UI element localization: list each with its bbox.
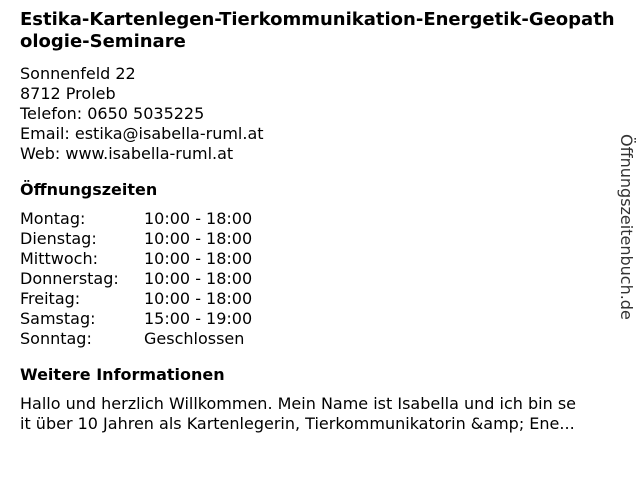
brand-watermark: Öffnungszeitenbuch.de bbox=[617, 134, 636, 320]
opening-hours-title: Öffnungszeiten bbox=[20, 180, 158, 199]
hours-time: 10:00 - 18:00 bbox=[144, 249, 253, 268]
website: Web: www.isabella-ruml.at bbox=[20, 144, 234, 163]
hours-day: Dienstag: bbox=[20, 229, 97, 248]
hours-day: Montag: bbox=[20, 209, 86, 228]
opening-hours-table bbox=[20, 209, 620, 349]
hours-day: Sonntag: bbox=[20, 329, 92, 348]
hours-day: Donnerstag: bbox=[20, 269, 119, 288]
info-text-line: it über 10 Jahren als Kartenlegerin, Tierkommunikatorin &amp; Ene... bbox=[20, 414, 575, 433]
hours-time: 10:00 - 18:00 bbox=[144, 209, 253, 228]
business-name: Estika-Kartenlegen-Tierkommunikation-Energetik-Geopathologie-Seminare bbox=[20, 9, 615, 52]
contact-block bbox=[20, 64, 620, 164]
phone-number: Telefon: 0650 5035225 bbox=[20, 104, 205, 123]
hours-time: 10:00 - 18:00 bbox=[144, 269, 253, 288]
hours-time: 10:00 - 18:00 bbox=[144, 289, 253, 308]
hours-row-thursday bbox=[20, 269, 620, 289]
hours-row-wednesday bbox=[20, 249, 620, 269]
hours-day: Freitag: bbox=[20, 289, 81, 308]
hours-row-sunday bbox=[20, 329, 620, 349]
hours-row-tuesday bbox=[20, 229, 620, 249]
email-address: Email: estika@isabella-ruml.at bbox=[20, 124, 264, 143]
hours-row-monday bbox=[20, 209, 620, 229]
city-address: 8712 Proleb bbox=[20, 84, 116, 103]
hours-day: Samstag: bbox=[20, 309, 96, 328]
more-info-text bbox=[20, 394, 620, 434]
hours-row-saturday bbox=[20, 309, 620, 329]
info-text-line: Hallo und herzlich Willkommen. Mein Name ist Isabella und ich bin se bbox=[20, 394, 577, 413]
business-card bbox=[20, 9, 620, 434]
hours-time: 10:00 - 18:00 bbox=[144, 229, 253, 248]
street-address: Sonnenfeld 22 bbox=[20, 64, 136, 83]
hours-row-friday bbox=[20, 289, 620, 309]
hours-day: Mittwoch: bbox=[20, 249, 98, 268]
more-info-title: Weitere Informationen bbox=[20, 365, 225, 384]
hours-time: 15:00 - 19:00 bbox=[144, 309, 253, 328]
hours-time: Geschlossen bbox=[144, 329, 245, 348]
